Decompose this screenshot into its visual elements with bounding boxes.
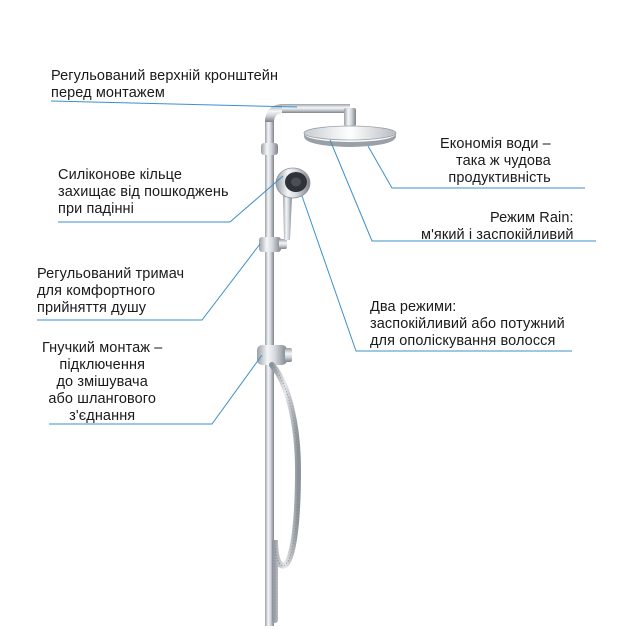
hand-shower-holder (259, 237, 287, 252)
annotation-line: Гнучкий монтаж – (42, 340, 163, 356)
annotation-line: захищає від пошкоджень (58, 184, 229, 200)
annotation-line: Два режими: (370, 299, 457, 315)
annotation-rain-mode (421, 210, 574, 244)
shower-hose (272, 365, 298, 620)
annotation-silicone-ring (58, 167, 229, 218)
diverter-mount (257, 345, 292, 365)
annotation-line: Економія води – (440, 136, 551, 152)
annotation-line: Регульований верхній кронштейн (51, 68, 279, 84)
annotation-line: заспокійливий або потужний (370, 316, 565, 332)
annotation-holder (37, 266, 184, 317)
annotation-top-bracket (51, 68, 278, 102)
annotation-two-modes (370, 299, 565, 350)
riser-ring (261, 143, 278, 155)
annotation-line: Силіконове кільце (58, 167, 183, 183)
annotation-line: до змішувача (56, 374, 148, 390)
annotation-line: перед монтажем (51, 85, 165, 101)
annotation-line: з'єднання (69, 408, 136, 424)
annotation-line: така ж чудова (456, 153, 551, 169)
annotation-line: при падінні (58, 201, 134, 217)
annotation-line: або шлангового (48, 391, 157, 407)
annotation-line: м'який і заспокійливий (421, 227, 574, 243)
annotation-flexible-mount (42, 340, 162, 425)
annotation-line: Регульований тримач (37, 266, 185, 282)
annotation-line: продуктивність (448, 170, 551, 186)
annotation-water-saving (440, 136, 551, 187)
annotation-line: прийняття душу (37, 300, 147, 316)
annotation-line: для ополіскування волосся (370, 333, 556, 349)
annotation-line: Режим Rain: (489, 210, 574, 226)
annotation-line: підключення (59, 357, 146, 373)
annotation-line: для комфортного (37, 283, 156, 299)
